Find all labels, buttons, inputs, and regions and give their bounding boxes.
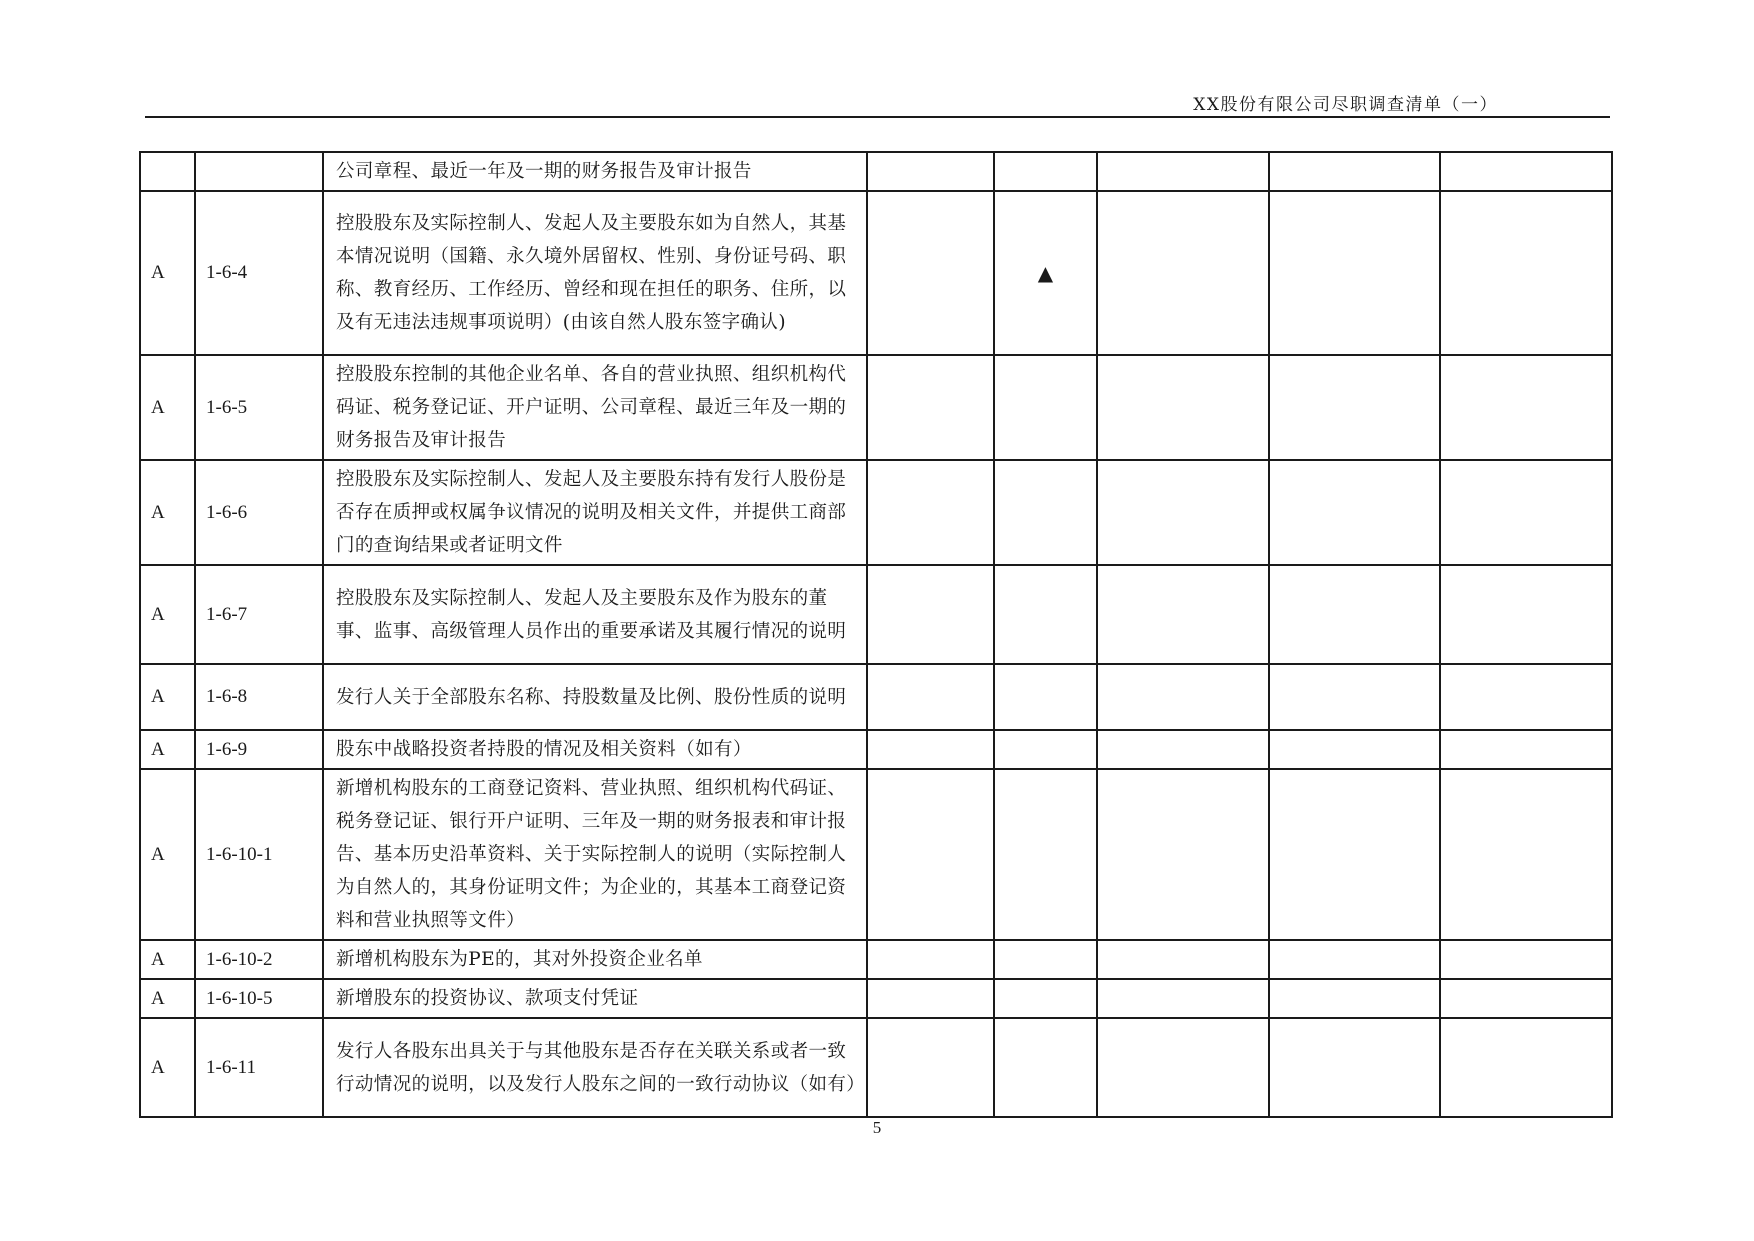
item-description-cell: 发行人关于全部股东名称、持股数量及比例、股份性质的说明 (323, 664, 867, 730)
column-2-cell (994, 979, 1097, 1018)
column-4-cell (1269, 979, 1440, 1018)
column-1-cell (867, 1018, 994, 1117)
column-4-cell (1269, 565, 1440, 664)
column-1-cell (867, 565, 994, 664)
table-row (140, 1018, 1612, 1117)
level-cell: A (140, 355, 195, 460)
document-title: XX股份有限公司尽职调查清单（一） (1193, 95, 1498, 115)
item-code-cell: 1-6-8 (195, 664, 323, 730)
column-4-cell (1269, 664, 1440, 730)
column-5-cell (1440, 191, 1612, 355)
column-2-cell (994, 664, 1097, 730)
table-row (140, 152, 1612, 191)
column-4-cell (1269, 152, 1440, 191)
level-cell: A (140, 1018, 195, 1117)
column-2-cell (994, 940, 1097, 979)
item-code-cell: 1-6-4 (195, 191, 323, 355)
item-code-cell: 1-6-7 (195, 565, 323, 664)
column-5-cell (1440, 979, 1612, 1018)
item-code-cell: 1-6-6 (195, 460, 323, 565)
level-cell: A (140, 979, 195, 1018)
column-4-cell (1269, 460, 1440, 565)
item-description-cell: 发行人各股东出具关于与其他股东是否存在关联关系或者一致行动情况的说明，以及发行人股东之间的一致行动协议（如有） (323, 1018, 867, 1117)
column-1-cell (867, 979, 994, 1018)
item-description-cell: 控股股东及实际控制人、发起人及主要股东持有发行人股份是否存在质押或权属争议情况的说明及相关文件，并提供工商部门的查询结果或者证明文件 (323, 460, 867, 565)
column-1-cell (867, 191, 994, 355)
column-1-cell (867, 664, 994, 730)
column-3-cell (1097, 355, 1269, 460)
column-2-cell (994, 355, 1097, 460)
level-cell: A (140, 940, 195, 979)
triangle-marker-icon: ▲ (994, 191, 1097, 355)
column-5-cell (1440, 460, 1612, 565)
column-1-cell (867, 152, 994, 191)
table-row (140, 191, 1612, 355)
column-5-cell (1440, 355, 1612, 460)
item-code-cell: 1-6-10-1 (195, 769, 323, 940)
column-1-cell (867, 460, 994, 565)
item-description-cell: 新增股东的投资协议、款项支付凭证 (323, 979, 867, 1018)
due-diligence-checklist-table (139, 151, 1613, 1118)
column-1-cell (867, 355, 994, 460)
column-4-cell (1269, 1018, 1440, 1117)
column-5-cell (1440, 664, 1612, 730)
item-description-cell: 公司章程、最近一年及一期的财务报告及审计报告 (323, 152, 867, 191)
column-5-cell (1440, 940, 1612, 979)
level-cell: A (140, 565, 195, 664)
table-row (140, 940, 1612, 979)
column-3-cell (1097, 460, 1269, 565)
level-cell: A (140, 769, 195, 940)
table-row (140, 565, 1612, 664)
column-3-cell (1097, 730, 1269, 769)
item-code-cell: 1-6-5 (195, 355, 323, 460)
column-4-cell (1269, 355, 1440, 460)
table-row (140, 355, 1612, 460)
column-3-cell (1097, 191, 1269, 355)
column-5-cell (1440, 769, 1612, 940)
table-row (140, 769, 1612, 940)
item-description-cell: 控股股东及实际控制人、发起人及主要股东及作为股东的董事、监事、高级管理人员作出的重要承诺及其履行情况的说明 (323, 565, 867, 664)
column-3-cell (1097, 1018, 1269, 1117)
table-row (140, 730, 1612, 769)
column-4-cell (1269, 191, 1440, 355)
column-2-cell (994, 1018, 1097, 1117)
column-3-cell (1097, 664, 1269, 730)
column-1-cell (867, 940, 994, 979)
column-3-cell (1097, 940, 1269, 979)
page-header (145, 90, 1610, 118)
column-4-cell (1269, 769, 1440, 940)
column-2-cell (994, 152, 1097, 191)
column-5-cell (1440, 1018, 1612, 1117)
table-row (140, 460, 1612, 565)
column-5-cell (1440, 565, 1612, 664)
column-2-cell (994, 769, 1097, 940)
item-code-cell (195, 152, 323, 191)
column-3-cell (1097, 565, 1269, 664)
item-description-cell: 股东中战略投资者持股的情况及相关资料（如有） (323, 730, 867, 769)
item-code-cell: 1-6-10-2 (195, 940, 323, 979)
column-2-cell (994, 730, 1097, 769)
column-5-cell (1440, 730, 1612, 769)
level-cell: A (140, 191, 195, 355)
column-3-cell (1097, 979, 1269, 1018)
column-1-cell (867, 730, 994, 769)
item-code-cell: 1-6-10-5 (195, 979, 323, 1018)
item-description-cell: 新增机构股东的工商登记资料、营业执照、组织机构代码证、税务登记证、银行开户证明、三年及一期的财务报表和审计报告、基本历史沿革资料、关于实际控制人的说明（实际控制人为自然人的，其身份证明文件；为企业的，其基本工商登记资料和营业执照等文件） (323, 769, 867, 940)
item-description-cell: 控股股东及实际控制人、发起人及主要股东如为自然人，其基本情况说明（国籍、永久境外居留权、性别、身份证号码、职称、教育经历、工作经历、曾经和现在担任的职务、住所，以及有无违法违规事项说明）(由该自然人股东签字确认) (323, 191, 867, 355)
column-4-cell (1269, 940, 1440, 979)
column-5-cell (1440, 152, 1612, 191)
column-2-cell (994, 565, 1097, 664)
table-row (140, 979, 1612, 1018)
page-number: 5 (872, 1118, 882, 1137)
level-cell: A (140, 730, 195, 769)
item-code-cell: 1-6-9 (195, 730, 323, 769)
column-1-cell (867, 769, 994, 940)
column-3-cell (1097, 152, 1269, 191)
level-cell (140, 152, 195, 191)
item-description-cell: 新增机构股东为PE的，其对外投资企业名单 (323, 940, 867, 979)
column-4-cell (1269, 730, 1440, 769)
column-2-cell (994, 460, 1097, 565)
level-cell: A (140, 460, 195, 565)
item-code-cell: 1-6-11 (195, 1018, 323, 1117)
table-row (140, 664, 1612, 730)
level-cell: A (140, 664, 195, 730)
column-3-cell (1097, 769, 1269, 940)
item-description-cell: 控股股东控制的其他企业名单、各自的营业执照、组织机构代码证、税务登记证、开户证明、公司章程、最近三年及一期的财务报告及审计报告 (323, 355, 867, 460)
